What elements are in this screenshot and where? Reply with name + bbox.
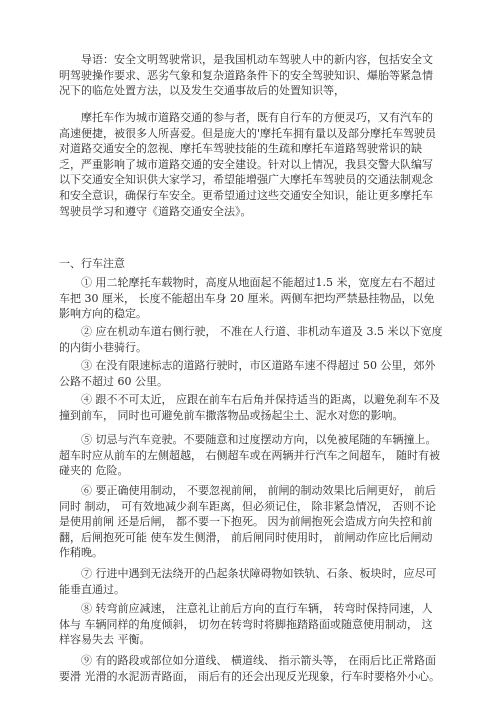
list-item: ① 用二轮摩托车载物时，高度从地面起不能超过1.5 米，宽度左右不超过车把 30 厘米， 长度不能超出车身 20 厘米。两侧车把均严禁悬挂物品，以免影响方向的稳定。 bbox=[59, 276, 436, 321]
list-item: ⑥ 要正确使用制动， 不要忽视前闸， 前闸的制动效果比后闸更好， 前后同时 制动， 可有效地减少刹车距离，但必须记住， 除非紧急情况， 否则不论是使用前闸 还是后闸， 都不要一下抱死。 因为前闸抱死会造成方向失控和前翻，后闸抱死可能 使车发生侧滑， 前后闸同时使用时， 前闸动作应比后闸动作稍晚。 bbox=[59, 484, 436, 560]
section-heading: 一、行车注意 bbox=[59, 257, 125, 270]
intro-paragraph: 导语：安全文明驾驶常识，是我国机动车驾驶人中的新内容，包括安全文明驾驶操作要求、恶劣气象和复杂道路条件下的安全驾驶知识、爆胎等紧急情况下的临危处置方法，以及发生交通事故后的处置知识等， bbox=[59, 53, 433, 98]
list-item: ④ 跟不不可太近， 应跟在前车右后角并保持适当的距离，以避免刹车不及撞到前车， 同时也可避免前车撒落物品或扬起尘土、泥水对您的影响。 bbox=[59, 393, 440, 422]
list-item: ⑧ 转弯前应减速， 注意礼让前后方向的直行车辆， 转弯时保持同速，人体与 车辆同样的角度倾斜， 切勿在转弯时将脚拖踏路面或随意使用制动， 这样容易失去 平衡。 bbox=[59, 602, 433, 647]
list-item: ⑦ 行进中遇到无法绕开的凸起条状障碍物如铁轨、石条、板块时，应尽可能垂直通过。 bbox=[59, 567, 437, 596]
list-item: ⑤ 切忌与汽车竞驶。不要随意和过度摆动方向，以免被尾随的车辆撞上。超车时应从前车的左侧超越， 右侧超车或在两辆并行汽车之间超车， 随时有被碰夹的 危险。 bbox=[59, 433, 440, 478]
list-item: ⑨ 有的路段或部位如分道线、 横道线、 指示箭头等， 在雨后比正常路面要滑 光滑的水泥沥青路面， 雨后有的还会出现反光现象，行车时要格外小心。 bbox=[59, 654, 440, 683]
list-item: ③ 在没有限速标志的道路行驶时，市区道路车速不得超过 50 公里，郊外公路不超过 60 公里。 bbox=[59, 359, 436, 388]
list-item: ② 应在机动车道右侧行驶， 不准在人行道、非机动车道及 3.5 米以下宽度的内街小巷骑行。 bbox=[59, 325, 443, 354]
background-paragraph: 摩托车作为城市道路交通的参与者，既有自行车的方便灵巧，又有汽车的高速便捷，被很多人所喜爱。但是庞大的'摩托车拥有量以及部分摩托车驾驶员对道路交通安全的忽视、摩托车驾驶技能的生疏和摩托车道路驾驶常识的缺乏，严重影响了城市道路交通的安全建设。针对以上情况，我县交警大队编写以下交通安全知识供大家学习，希望能增强广大摩托车驾驶员的交通法制观念和安全意识，确保行车安全。更希望通过这些交通安全知识，能让更多摩托车驾驶员学习和遵守《道路交通安全法》。 bbox=[59, 111, 437, 218]
